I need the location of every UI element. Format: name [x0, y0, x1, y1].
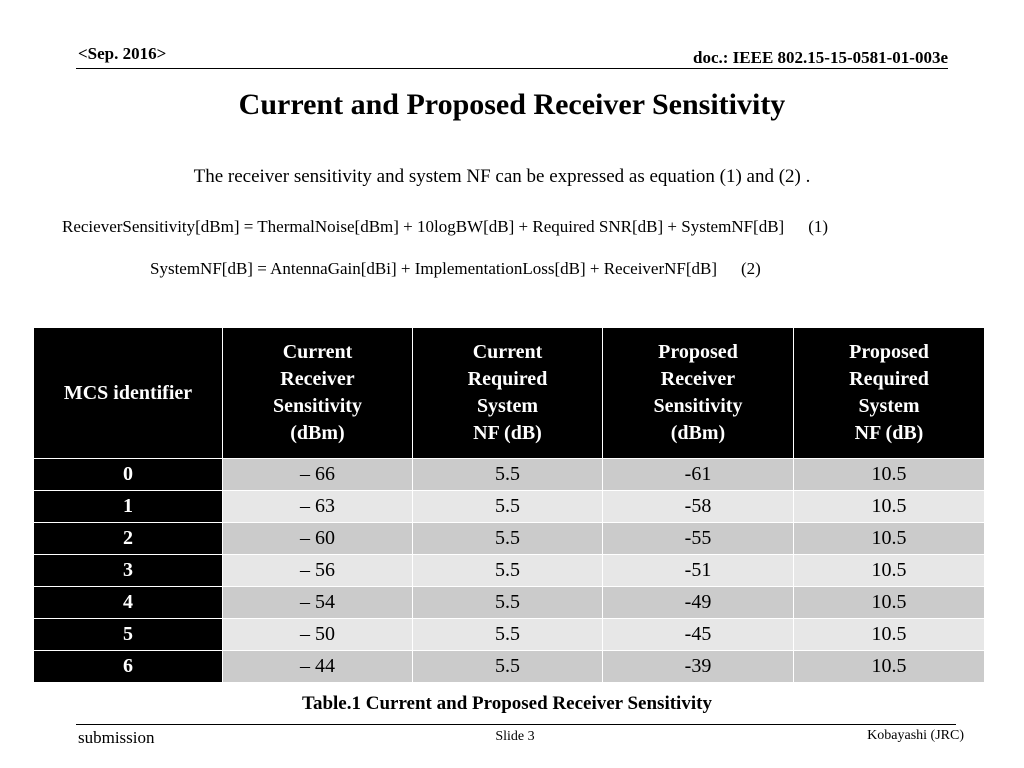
- footer-divider: [76, 724, 956, 725]
- header-line: NF (dB): [473, 422, 542, 444]
- table-row: [34, 459, 985, 491]
- header-line: MCS identifier: [63, 381, 193, 404]
- proposed-sensitivity-cell: -39: [603, 651, 794, 683]
- footer-slide-number: Slide 3: [495, 729, 535, 744]
- current-sensitivity-cell: – 60: [223, 523, 413, 555]
- header-line: System: [476, 395, 539, 417]
- sensitivity-table: [33, 327, 985, 683]
- header-divider: [76, 68, 948, 69]
- mcs-cell: 1: [34, 491, 223, 523]
- current-system-nf-cell: 5.5: [413, 491, 603, 523]
- header-line: Required: [467, 368, 548, 390]
- current-sensitivity-cell: – 56: [223, 555, 413, 587]
- header-line: Required: [849, 368, 929, 390]
- proposed-system-nf-cell: 10.5: [794, 459, 985, 491]
- current-system-nf-cell: 5.5: [413, 619, 603, 651]
- header-current-system-nf: [413, 328, 603, 459]
- header-date: <Sep. 2016>: [78, 44, 167, 63]
- header-line: Current: [472, 341, 543, 363]
- table-row: [34, 651, 985, 683]
- table-header-row: [34, 328, 985, 459]
- equation-1-text: RecieverSensitivity[dBm] = ThermalNoise[dBm] + 10logBW[dB] + Required SNR[dB] + SystemNF[dB]: [62, 217, 785, 236]
- proposed-system-nf-cell: 10.5: [794, 619, 985, 651]
- header-proposed-system-nf: [794, 328, 985, 459]
- table-caption: Table.1 Current and Proposed Receiver Sensitivity: [302, 693, 712, 714]
- proposed-system-nf-cell: 10.5: [794, 523, 985, 555]
- header-current-sensitivity: [223, 328, 413, 459]
- header-line: Sensitivity: [273, 395, 362, 417]
- mcs-cell: 5: [34, 619, 223, 651]
- slide-title: Current and Proposed Receiver Sensitivity: [238, 88, 786, 121]
- proposed-system-nf-cell: 10.5: [794, 491, 985, 523]
- current-sensitivity-cell: – 66: [223, 459, 413, 491]
- header-line: System: [858, 395, 920, 417]
- header-line: Receiver: [660, 368, 736, 390]
- equation-2-text: SystemNF[dB] = AntennaGain[dBi] + ImplementationLoss[dB] + ReceiverNF[dB]: [150, 259, 718, 278]
- proposed-sensitivity-cell: -49: [603, 587, 794, 619]
- current-system-nf-cell: 5.5: [413, 587, 603, 619]
- proposed-sensitivity-cell: -58: [603, 491, 794, 523]
- header-line: Sensitivity: [653, 395, 743, 417]
- current-sensitivity-cell: – 54: [223, 587, 413, 619]
- proposed-system-nf-cell: 10.5: [794, 651, 985, 683]
- mcs-cell: 4: [34, 587, 223, 619]
- table-row: [34, 523, 985, 555]
- header-line: Proposed: [658, 341, 738, 363]
- footer-author: Kobayashi (JRC): [867, 728, 964, 743]
- current-system-nf-cell: 5.5: [413, 523, 603, 555]
- proposed-sensitivity-cell: -51: [603, 555, 794, 587]
- proposed-sensitivity-cell: -55: [603, 523, 794, 555]
- current-sensitivity-cell: – 63: [223, 491, 413, 523]
- table-row: [34, 555, 985, 587]
- table-row: [34, 587, 985, 619]
- current-sensitivity-cell: – 50: [223, 619, 413, 651]
- equation-2: [150, 259, 761, 279]
- header-line: NF (dB): [854, 422, 924, 444]
- current-sensitivity-cell: – 44: [223, 651, 413, 683]
- header-line: (dBm): [290, 422, 345, 444]
- equation-2-number: (2): [741, 259, 761, 278]
- proposed-sensitivity-cell: -45: [603, 619, 794, 651]
- current-system-nf-cell: 5.5: [413, 651, 603, 683]
- header-line: Receiver: [280, 368, 355, 390]
- header-line: Current: [282, 341, 353, 363]
- mcs-cell: 0: [34, 459, 223, 491]
- header-mcs-identifier: [34, 328, 223, 459]
- intro-text: The receiver sensitivity and system NF can be expressed as equation (1) and (2) .: [193, 166, 811, 187]
- mcs-cell: 2: [34, 523, 223, 555]
- header-proposed-sensitivity: [603, 328, 794, 459]
- footer-submission: submission: [78, 728, 155, 747]
- header-line: Proposed: [849, 341, 929, 363]
- header-doc-id: doc.: IEEE 802.15-15-0581-01-003e: [693, 48, 948, 67]
- current-system-nf-cell: 5.5: [413, 459, 603, 491]
- mcs-cell: 3: [34, 555, 223, 587]
- table-row: [34, 619, 985, 651]
- proposed-system-nf-cell: 10.5: [794, 555, 985, 587]
- table-row: [34, 491, 985, 523]
- equation-1: [62, 217, 828, 237]
- proposed-system-nf-cell: 10.5: [794, 587, 985, 619]
- header-line: (dBm): [670, 422, 726, 444]
- proposed-sensitivity-cell: -61: [603, 459, 794, 491]
- current-system-nf-cell: 5.5: [413, 555, 603, 587]
- equation-1-number: (1): [808, 217, 829, 236]
- mcs-cell: 6: [34, 651, 223, 683]
